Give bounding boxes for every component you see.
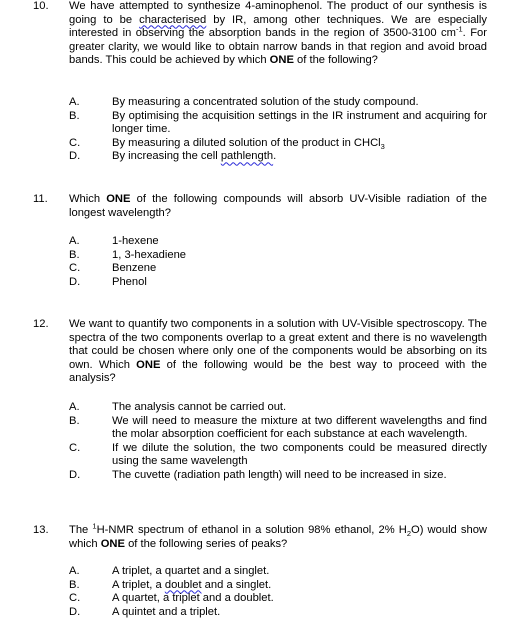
option-d [69,276,487,290]
stem-text: . For greater clarity, we would like to obtain narrow bands in that region and avoid broad bands. This could be achieved by which [69,27,488,67]
option-text: Phenol [112,275,147,288]
stem-text: Which [69,193,107,205]
option-a [69,96,487,110]
option-letter: C. [69,441,81,454]
stem-text: We want to quantify two components in a solution with UV-Visible spectroscopy. The spectra of the two components overlap to a great extent and there is no wavelength that could be chosen where only one of the components would be absorbing on its own. Which [69,318,487,371]
stem-text: of the following compounds will absorb UV-Visible radiation of the longest wavelength? [69,193,487,219]
stem-text: of the following would be the best way to proceed with the analysis? [69,358,488,385]
emphasis: ONE [136,358,161,371]
subscript: 3 [380,142,385,152]
option-d [69,606,487,620]
option-b [69,579,487,593]
stem-text: H-NMR spectrum of ethanol in a solution 98% ethanol, 2% H [96,524,407,536]
option-text: 1-hexene [112,235,159,247]
option-text: We will need to measure the mixture at two different wavelengths and find the molar absorption coefficient for each substance at each wavelength. [112,414,487,441]
option-b [69,110,487,137]
option-c [69,442,487,469]
option-d [69,469,487,483]
option-a [69,401,487,415]
option-a [69,235,487,249]
option-letter: B. [69,248,80,261]
spellcheck-word: doublet [164,578,202,591]
option-text: The analysis cannot be carried out. [112,401,287,413]
option-text: A triplet, a quartet and a singlet. [112,565,270,577]
option-letter: A. [69,96,80,108]
option-letter: A. [69,401,80,413]
emphasis: ONE [269,54,294,67]
option-text: 1, 3-hexadiene [112,248,187,261]
option-text: By optimising the acquisition settings in the IR instrument and acquiring for longer time. [112,109,487,136]
option-text [112,579,487,593]
option-letter: D. [69,468,81,481]
option-letter: D. [69,275,81,288]
question-number: 13. [33,524,49,536]
option-text-main: A triplet, a [112,578,165,591]
stem-text: We have attempted to synthesize 4-aminophenol. The product of our synthesis is going to be [69,0,487,26]
question-number: 10. [33,0,49,12]
options-list [69,96,487,164]
option-d [69,150,487,164]
option-letter: B. [69,109,80,122]
emphasis: ONE [100,537,125,550]
option-letter: C. [69,262,81,275]
option-c [69,137,487,151]
subscript: 2 [406,529,412,539]
stem-text: of the following series of peaks? [124,537,288,550]
option-text: The cuvette (radiation path length) will need to be increased in size. [112,468,447,481]
spellcheck-word: pathlength [220,150,274,163]
option-letter: C. [69,592,81,605]
question-number: 12. [33,318,49,330]
question-stem [69,318,487,386]
option-a [69,565,487,579]
option-text: If we dilute the solution, the two components could be measured directly using the same wavelength [112,441,487,468]
question-stem [69,521,487,551]
spellcheck-word: characterised [139,13,207,26]
stem-text: of the following? [293,54,378,67]
superscript: -1 [455,24,463,34]
emphasis: ONE [106,193,131,205]
option-letter: D. [69,150,81,163]
stem-text: The [69,524,93,536]
option-text: A quartet, a triplet and a doublet. [112,592,274,605]
option-c [69,592,487,606]
option-c [69,262,487,276]
options-list [69,235,487,289]
option-text: By measuring a concentrated solution of the study compound. [112,96,419,108]
option-b [69,249,487,263]
options-list [69,401,487,483]
option-text-main: By measuring a diluted solution of the product in CHCl [112,136,381,149]
option-letter: C. [69,136,81,149]
option-letter: A. [69,565,80,577]
stem-text: O) would show which [69,524,487,550]
option-text-main: By increasing the cell [112,150,221,163]
option-letter: B. [69,578,80,591]
option-letter: D. [69,605,81,618]
superscript: 1 [92,521,97,531]
question-number: 11. [33,193,48,205]
option-text [112,150,487,164]
option-text: Benzene [112,262,157,275]
options-list [69,565,487,619]
option-text [112,137,487,151]
question-stem [69,0,487,68]
option-text-after: . [273,150,277,163]
option-letter: B. [69,414,80,427]
option-letter: A. [69,235,80,247]
question-stem [69,193,487,220]
option-text-after: and a singlet. [201,578,272,591]
stem-text: by IR, among other techniques. We are especially interested in observing the absorption bands in the region of 3500-3100 cm [69,13,487,40]
option-text: A quintet and a triplet. [112,605,221,618]
option-b [69,415,487,442]
